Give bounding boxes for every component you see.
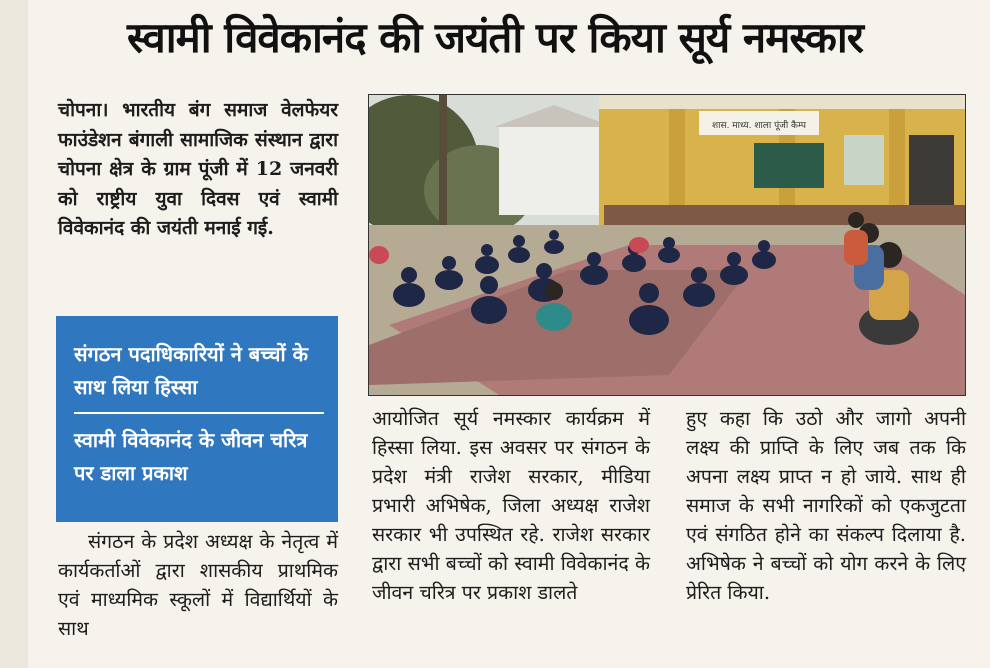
- highlight-line-2: स्वामी विवेकानंद के जीवन चरित्र पर डाला प्रकाश: [74, 428, 308, 485]
- page-margin: [0, 0, 28, 668]
- lead-text: चोपना। भारतीय बंग समाज वेलफेयर फाउंडेशन बंगाली सामाजिक संस्थान द्वारा चोपना क्षेत्र के ग्राम पूंजी में 12 जनवरी को राष्ट्रीय युवा दिवस एवं स्वामी विवेकानंद की जयंती मनाई गई.: [58, 99, 338, 239]
- photo-scene: [369, 95, 965, 395]
- body-col3-text: हुए कहा कि उठो और जागो अपनी लक्ष्य की प्राप्ति के लिए जब तक कि अपना लक्ष्य प्राप्त न हो जाये. साथ ही समाज के सभी नागरिकों को एकजुटता एवं संगठित होने का संकल्प दिलाया है. अभिषेक ने बच्चों को योग करने के लिए प्रेरित किया.: [686, 407, 966, 604]
- body-col2-text: आयोजित सूर्य नमस्कार कार्यक्रम में हिस्सा लिया. इस अवसर पर संगठन के प्रदेश मंत्री राजेश सरकार, मीडिया प्रभारी अभिषेक, जिला अध्यक्ष राजेश सरकार भी उपस्थित रहे. राजेश सरकार द्वारा सभी बच्चों को स्वामी विवेकानंद के जीवन चरित्र पर प्रकाश डालते: [372, 407, 650, 604]
- body-column-1: [58, 527, 338, 643]
- highlight-divider: [74, 412, 324, 414]
- lead-paragraph: [58, 96, 338, 244]
- body-column-3: [686, 404, 966, 607]
- highlight-line-1: संगठन पदाधिकारियों ने बच्चों के साथ लिया हिस्सा: [74, 342, 308, 399]
- headline: स्वामी विवेकानंद की जयंती पर किया सूर्य नमस्कार: [127, 13, 863, 62]
- body-col1-text: संगठन के प्रदेश अध्यक्ष के नेतृत्व में कार्यकर्ताओं द्वारा शासकीय प्राथमिक एवं माध्यमिक स्कूलों में विद्यार्थियों के साथ: [58, 530, 338, 640]
- highlight-box: [56, 316, 338, 522]
- body-column-2: [372, 404, 650, 607]
- event-photo: [368, 94, 966, 396]
- school-sign-text: शास. माध्य. शाला पूंजी कैम्प: [712, 121, 806, 131]
